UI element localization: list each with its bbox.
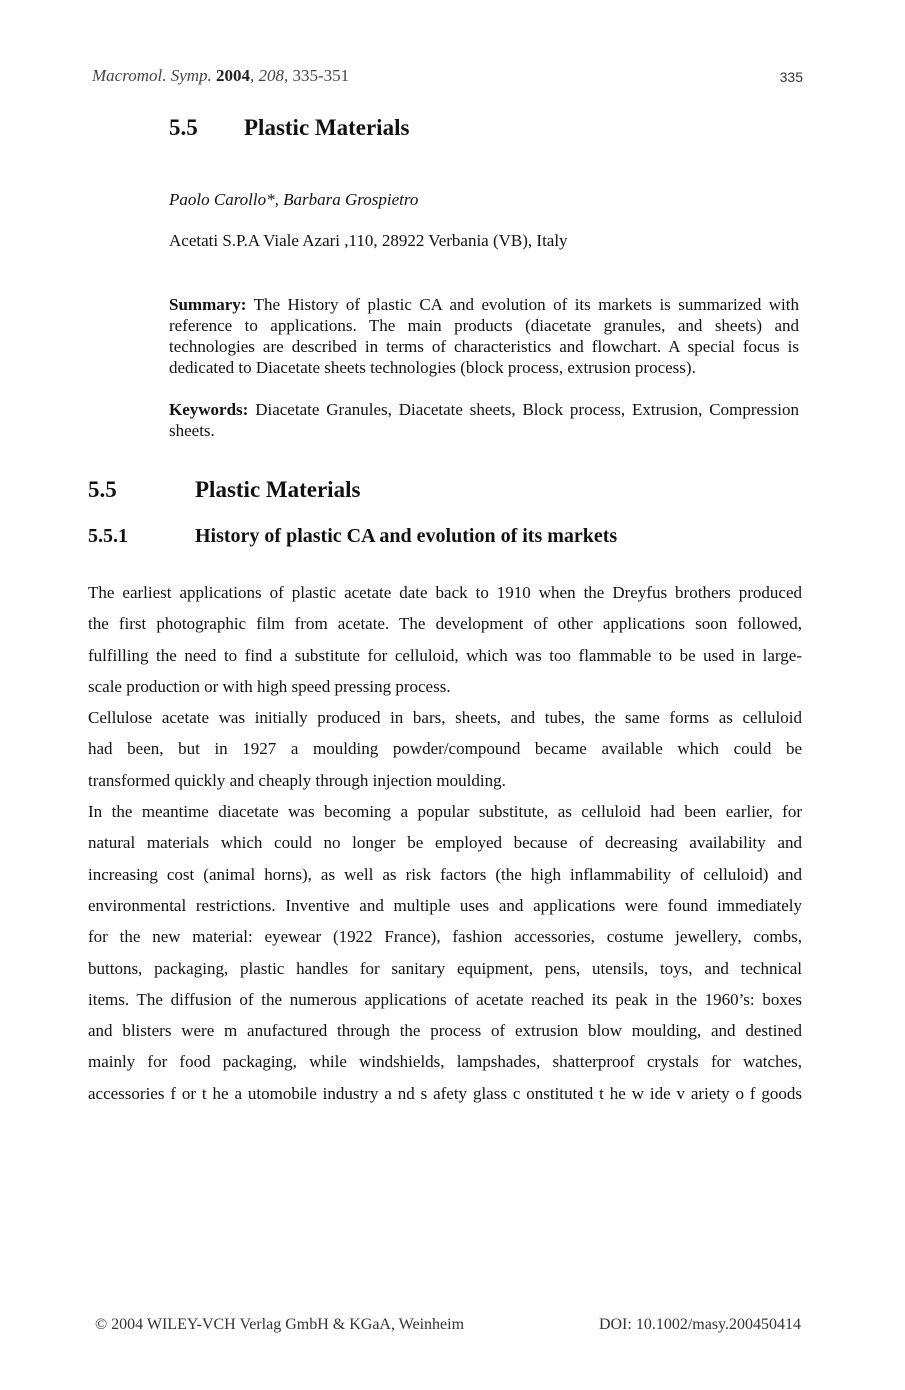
keywords-label: Keywords: <box>169 400 249 419</box>
article-title <box>169 115 409 141</box>
journal-name: Macromol. Symp. <box>92 66 212 85</box>
title-text: Plastic Materials <box>244 115 410 140</box>
journal-pages: 335-351 <box>292 66 350 85</box>
body-line: scale production or with high speed pressing process. <box>88 676 451 696</box>
body-line: buttons, packaging, plastic handles for sanitary equipment, pens, utensils, toys, and technical <box>88 958 802 978</box>
page-number: 335 <box>779 69 803 85</box>
section-number: 5.5 <box>88 477 117 502</box>
body-line: The earliest applications of plastic acetate date back to 1910 when the Dreyfus brothers produced <box>88 583 802 602</box>
affiliation: Acetati S.P.A Viale Azari ,110, 28922 Verbania (VB), Italy <box>169 231 568 250</box>
keywords-text: Diacetate Granules, Diacetate sheets, Block process, Extrusion, Compression sheets. <box>169 400 799 440</box>
journal-year: 2004 <box>216 66 251 85</box>
body-line: the first photographic film from acetate. The development of other applications soon followed, <box>88 614 802 634</box>
body-line: had been, but in 1927 a moulding powder/compound became available which could be <box>88 739 802 759</box>
subsection-heading <box>88 525 617 548</box>
footer-copyright: © 2004 WILEY-VCH Verlag GmbH & KGaA, Weinheim <box>95 1316 465 1333</box>
body-line: Cellulose acetate was initially produced in bars, sheets, and tubes, the same forms as celluloid <box>88 708 802 728</box>
title-section-number: 5.5 <box>169 115 198 140</box>
body-text <box>88 580 802 1112</box>
authors: Paolo Carollo*, Barbara Grospietro <box>169 190 419 209</box>
body-line: for the new material: eyewear (1922 France), fashion accessories, costume jewellery, combs, <box>88 927 802 947</box>
subsection-number: 5.5.1 <box>88 525 128 547</box>
subsection-title: History of plastic CA and evolution of its markets <box>195 525 618 547</box>
body-line: and blisters were m anufactured through the process of extrusion blow moulding, and destined <box>88 1021 802 1041</box>
body-line: mainly for food packaging, while windshields, lampshades, shatterproof crystals for watches, <box>88 1052 802 1072</box>
body-line: environmental restrictions. Inventive and multiple uses and applications were found immediately <box>88 895 802 915</box>
body-line: accessories f or t he a utomobile industry a nd s afety glass c onstituted t he w ide v ariety o f goods <box>88 1083 802 1103</box>
body-line: transformed quickly and cheaply through injection moulding. <box>88 770 506 790</box>
body-line: natural materials which could no longer be employed because of decreasing availability and <box>88 833 802 853</box>
section-title: Plastic Materials <box>195 477 361 502</box>
summary-text: The History of plastic CA and evolution of its markets is summarized with reference to applications. The main products (diacetate granules, and sheets) and technologies are described in terms of characteristics and flowchart. A special focus is dedicated to Diacetate sheets technologies (block process, extrusion process). <box>169 295 799 377</box>
body-line: increasing cost (animal horns), as well as risk factors (the high inflammability of celluloid) and <box>88 864 802 884</box>
summary-label: Summary: <box>169 295 247 314</box>
journal-citation: Macromol. Symp. 2004, 208, 335-351 <box>92 66 350 85</box>
body-line: fulfilling the need to find a substitute for celluloid, which was too flammable to be used in large- <box>88 645 802 665</box>
section-heading <box>88 477 360 503</box>
summary <box>169 294 799 378</box>
journal-volume: 208, <box>258 66 289 85</box>
body-line: items. The diffusion of the numerous applications of acetate reached its peak in the 1960’s: boxes <box>88 989 802 1009</box>
keywords <box>169 399 799 441</box>
body-line: In the meantime diacetate was becoming a popular substitute, as celluloid had been earlier, for <box>88 802 802 822</box>
footer-doi: DOI: 10.1002/masy.200450414 <box>598 1316 801 1333</box>
